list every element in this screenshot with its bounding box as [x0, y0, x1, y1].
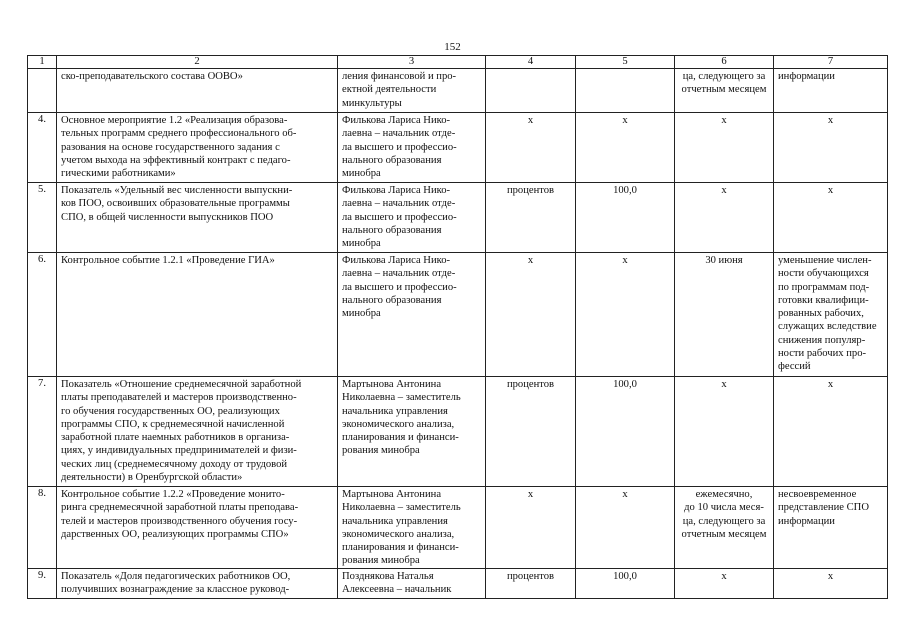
table-row — [28, 113, 888, 183]
header-cell: 5 — [576, 56, 675, 69]
unit-cell — [486, 69, 576, 113]
table-row — [28, 377, 888, 487]
deadline-cell: ежемесячно, до 10 числа меся- ца, следующего за отчетным месяцем — [675, 487, 774, 569]
table-row — [28, 183, 888, 253]
risk-cell: уменьшение числен- ности обучающихся по программам под- готовки квалифици- рованных рабочих, служащих вследствие снижения популяр- ности рабочих про- фессий — [774, 253, 888, 377]
table-row — [28, 253, 888, 377]
header-cell: 1 — [28, 56, 57, 69]
unit-cell: процентов — [486, 377, 576, 487]
deadline-cell: х — [675, 183, 774, 253]
unit-cell: х — [486, 487, 576, 569]
deadline-cell: х — [675, 377, 774, 487]
activity-cell: Показатель «Удельный вес численности выпускни- ков ПОО, освоивших образовательные программы СПО, в общей численности выпускников ПОО — [57, 183, 338, 253]
responsible-cell: Позднякова Наталья Алексеевна – начальник — [338, 569, 486, 599]
value-cell: 100,0 — [576, 377, 675, 487]
activity-cell: Контрольное событие 1.2.2 «Проведение монито- ринга среднемесячной заработной платы преподава- телей и мастеров производственного обучения госу- дарственных ОО, реализующих программы СПО» — [57, 487, 338, 569]
value-cell: х — [576, 253, 675, 377]
plan-table — [27, 55, 888, 599]
value-cell: х — [576, 113, 675, 183]
header-cell: 3 — [338, 56, 486, 69]
row-number: 4. — [28, 113, 57, 183]
row-number: 9. — [28, 569, 57, 599]
unit-cell: процентов — [486, 569, 576, 599]
value-cell: 100,0 — [576, 183, 675, 253]
responsible-cell: Мартынова Антонина Николаевна – заместитель начальника управления экономического анализа, планирования и финанси- рования минобра — [338, 377, 486, 487]
value-cell: х — [576, 487, 675, 569]
table-row — [28, 69, 888, 113]
unit-cell: х — [486, 253, 576, 377]
value-cell: 100,0 — [576, 569, 675, 599]
unit-cell: процентов — [486, 183, 576, 253]
header-cell: 4 — [486, 56, 576, 69]
header-cell: 6 — [675, 56, 774, 69]
deadline-cell: 30 июня — [675, 253, 774, 377]
row-number — [28, 69, 57, 113]
table-row — [28, 487, 888, 569]
deadline-cell: х — [675, 113, 774, 183]
row-number: 5. — [28, 183, 57, 253]
risk-cell: х — [774, 377, 888, 487]
risk-cell: несвоевременное представление СПО информации — [774, 487, 888, 569]
activity-cell: Показатель «Отношение среднемесячной заработной платы преподавателей и мастеров производственно- го обучения государственных ОО, реализующих программы СПО, к среднемесячной начисленной заработной плате наемных работников в организа- циях, у индивидуальных предпринимателей и физи- ческих лиц (среднемесячному доходу от трудовой деятельности) в Оренбургской области» — [57, 377, 338, 487]
responsible-cell: Филькова Лариса Нико- лаевна – начальник отде- ла высшего и профессио- нального образования минобра — [338, 183, 486, 253]
risk-cell: информации — [774, 69, 888, 113]
activity-cell: ско-преподавательского состава ООВО» — [57, 69, 338, 113]
responsible-cell: ления финансовой и про- ектной деятельности минкультуры — [338, 69, 486, 113]
value-cell — [576, 69, 675, 113]
row-number: 7. — [28, 377, 57, 487]
risk-cell: х — [774, 113, 888, 183]
row-number: 8. — [28, 487, 57, 569]
activity-cell: Основное мероприятие 1.2 «Реализация образова- тельных программ среднего профессионального об- разования на основе государственного задания с учетом выхода на эффективный контракт с педаго- гическими работниками» — [57, 113, 338, 183]
page-number: 152 — [444, 41, 461, 53]
activity-cell: Показатель «Доля педагогических работников ОО, получивших вознаграждение за классное руковод- — [57, 569, 338, 599]
responsible-cell: Филькова Лариса Нико- лаевна – начальник отде- ла высшего и профессио- нального образования минобра — [338, 113, 486, 183]
header-row — [28, 56, 888, 69]
activity-cell: Контрольное событие 1.2.1 «Проведение ГИА» — [57, 253, 338, 377]
header-cell: 2 — [57, 56, 338, 69]
risk-cell: х — [774, 569, 888, 599]
table-row — [28, 569, 888, 599]
responsible-cell: Филькова Лариса Нико- лаевна – начальник отде- ла высшего и профессио- нального образования минобра — [338, 253, 486, 377]
row-number: 6. — [28, 253, 57, 377]
deadline-cell: х — [675, 569, 774, 599]
risk-cell: х — [774, 183, 888, 253]
header-cell: 7 — [774, 56, 888, 69]
unit-cell: х — [486, 113, 576, 183]
responsible-cell: Мартынова Антонина Николаевна – заместитель начальника управления экономического анализа, планирования и финанси- рования минобра — [338, 487, 486, 569]
deadline-cell: ца, следующего за отчетным месяцем — [675, 69, 774, 113]
